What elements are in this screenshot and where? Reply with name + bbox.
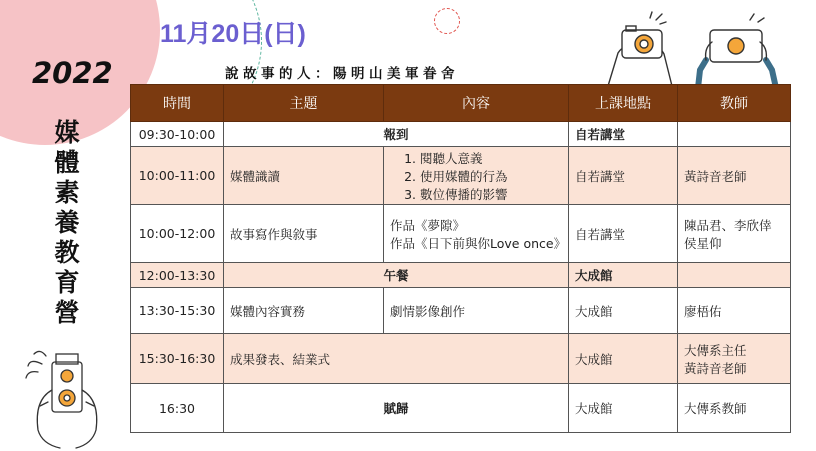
table-row	[131, 384, 791, 433]
cell-place: 自若講堂	[569, 147, 678, 205]
decorative-dashed-circle	[434, 8, 460, 34]
cell-teacher: 黃詩音老師	[678, 147, 791, 205]
vertical-title	[50, 118, 84, 328]
cell-time: 12:00-13:30	[131, 263, 224, 288]
header-place: 上課地點	[569, 85, 678, 122]
cell-place: 大成館	[569, 263, 678, 288]
vertical-title-char: 媒	[54, 118, 80, 147]
cell-merged: 午餐	[224, 263, 569, 288]
table-row	[131, 122, 791, 147]
cell-place: 大成館	[569, 288, 678, 334]
cell-topic: 媒體內容實務	[224, 288, 384, 334]
header-time: 時間	[131, 85, 224, 122]
header-content: 內容	[384, 85, 569, 122]
cell-time: 09:30-10:00	[131, 122, 224, 147]
event-date: 11月20日(日)	[160, 20, 306, 48]
cell-time: 10:00-12:00	[131, 205, 224, 263]
cell-time: 10:00-11:00	[131, 147, 224, 205]
cell-teacher	[678, 122, 791, 147]
vertical-title-char: 育	[54, 268, 80, 297]
cell-teacher	[678, 334, 791, 384]
twin-lens-camera-icon	[20, 340, 120, 450]
cell-place: 大成館	[569, 334, 678, 384]
cell-topic: 媒體識讀	[224, 147, 384, 205]
vertical-title-char: 營	[54, 298, 80, 327]
camera-hands-icon	[600, 8, 800, 88]
cell-teacher	[678, 205, 791, 263]
cell-content: 劇情影像創作	[384, 288, 569, 334]
schedule-table	[130, 84, 791, 433]
cell-merged: 賦歸	[224, 384, 569, 433]
cell-time: 16:30	[131, 384, 224, 433]
cell-merged: 成果發表、結業式	[224, 334, 569, 384]
year-label: 2022	[32, 56, 113, 90]
cell-place: 自若講堂	[569, 122, 678, 147]
cell-time: 15:30-16:30	[131, 334, 224, 384]
list-item: 2. 使用媒體的行為	[420, 167, 562, 185]
teacher-line: 陳品君、李欣倖	[684, 217, 772, 233]
cell-content	[384, 147, 569, 205]
cell-place: 自若講堂	[569, 205, 678, 263]
teacher-line: 黃詩音老師	[684, 360, 747, 376]
cell-place: 大成館	[569, 384, 678, 433]
content-line: 作品《日下前與你Love once》	[390, 235, 567, 251]
table-row	[131, 263, 791, 288]
content-line: 作品《夢隙》	[390, 217, 466, 233]
cell-teacher: 大傳系教師	[678, 384, 791, 433]
vertical-title-char: 養	[54, 208, 80, 237]
cell-content	[384, 205, 569, 263]
table-row	[131, 334, 791, 384]
cell-merged: 報到	[224, 122, 569, 147]
phone-hands-icon	[698, 14, 776, 88]
header-teacher: 教師	[678, 85, 791, 122]
table-header-row	[131, 85, 791, 122]
cell-time: 13:30-15:30	[131, 288, 224, 334]
teacher-line: 侯星仰	[684, 235, 722, 251]
header-topic: 主題	[224, 85, 384, 122]
list-item: 1. 閱聽人意義	[420, 149, 562, 167]
content-list	[390, 149, 562, 203]
cell-teacher: 廖梧佑	[678, 288, 791, 334]
list-item: 3. 數位傳播的影響	[420, 185, 562, 203]
cell-topic: 故事寫作與敘事	[224, 205, 384, 263]
vertical-title-char: 素	[54, 178, 80, 207]
subtitle: 說故事的人：陽明山美軍眷舍	[225, 66, 459, 82]
table-row	[131, 288, 791, 334]
table-row	[131, 205, 791, 263]
vertical-title-char: 體	[54, 148, 80, 177]
cell-teacher	[678, 263, 791, 288]
table-row	[131, 147, 791, 205]
vertical-title-char: 教	[54, 238, 80, 267]
teacher-line: 大傳系主任	[684, 342, 747, 358]
